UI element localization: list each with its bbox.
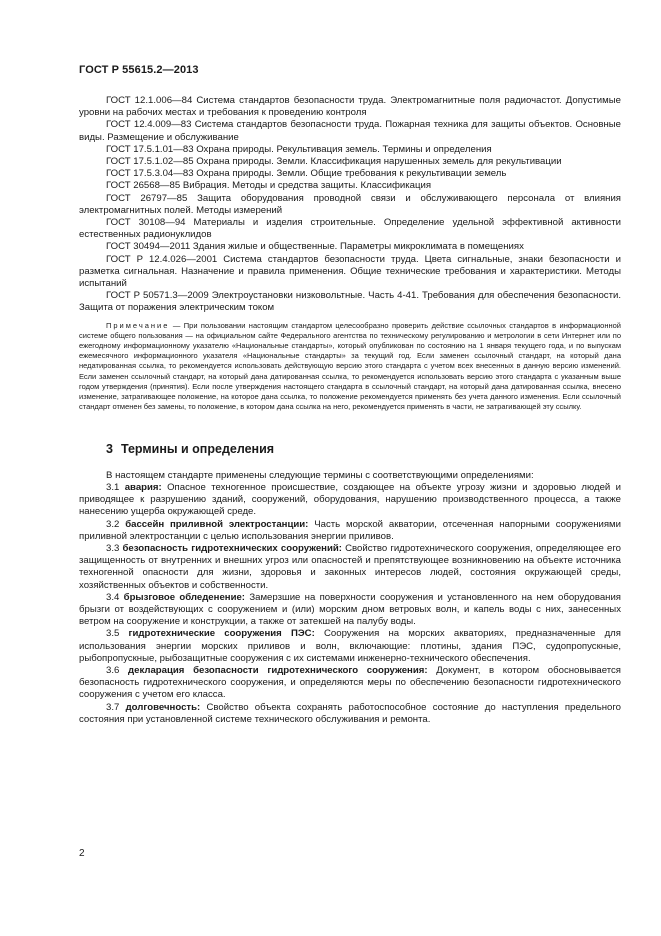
- term-word: декларация безопасности гидротехнического сооружения:: [128, 664, 428, 676]
- reference-item: ГОСТ 12.4.009—83 Система стандартов безопасности труда. Пожарная техника для защиты объектов. Основные виды. Размещение и обслуживание: [79, 119, 621, 143]
- term-text: Свойство гидротехнического сооружения, определяющее его защищенность от внутренних и внешних угроз или опасностей и препятствующее возникновению на объекте источника техногенной опасности для жизни, здоровья и законных интересов людей, состояния окружающей среды, хозяйственных объектов и собственности.: [79, 542, 622, 591]
- term-text: Документ, в котором обосновывается безопасность гидротехнического сооружения, и определяются меры по обеспечению безопасности гидротехнического сооружения с учетом его класса.: [79, 664, 622, 701]
- reference-item: ГОСТ 26568—85 Вибрация. Методы и средства защиты. Классификация: [106, 180, 432, 192]
- note-label: Примечание: [106, 320, 170, 330]
- term-text: Свойство объекта сохранять работоспособное состояние до наступления предельного состояния при установленной системе технического обслуживания и ремонта.: [79, 701, 621, 725]
- term-word: долговечность:: [125, 701, 201, 713]
- term-text: Часть морской акватории, отсеченная напорными сооружениями приливной электростанции с целью использования энергии приливов.: [79, 518, 622, 542]
- term-word: безопасность гидротехнических сооружений:: [122, 542, 342, 554]
- reference-item: ГОСТ 30108—94 Материалы и изделия строительные. Определение удельной эффективной активности естественных радионуклидов: [79, 217, 621, 241]
- note-block: [79, 321, 621, 413]
- document-header: ГОСТ Р 55615.2—2013: [79, 64, 199, 76]
- term-text: Сооружения на морских акваториях, предназначенные для использования энергии морских приливов и волн, включающие: плотины, здания ПЭС, судопропускные, рыбопропускные, рыбозащитные сооружения с их системами инженерно-технического обеспечения.: [79, 628, 621, 664]
- reference-item: ГОСТ Р 50571.3—2009 Электроустановки низковольтные. Часть 4-41. Требования для обеспечения безопасности. Защита от поражения электрическим током: [79, 290, 621, 314]
- term-number: 3.2: [106, 518, 120, 530]
- note-text: — При пользовании настоящим стандартом целесообразно проверить действие ссылочных стандартов в информационной системе общего пользования — на официальном сайте Федерального агентства по техническому регулированию и метрологии в сети Интернет или по ежегодному информационному указателю «Национальные стандарты», который опубликован по состоянию на 1 января текущего года, и по выпускам ежемесячного информационного указателя «Национальные стандарты» за текущий год. Если заменен ссылочный стандарт, на который дана недатированная ссылка, то рекомендуется использовать действующую версию этого стандарта с учетом всех внесенных в данную версию изменений. Если заменен ссылочный стандарт, на который дана датированная ссылка, то рекомендуется использовать версию этого стандарта с указанным выше годом утверждения (принятия). Если после утверждения настоящего стандарта в ссылочный стандарт, на который дана датированная ссылка, внесено изменение, затрагивающее положение, на которое дана ссылка, то положение рекомендуется применять без учета данного изменения. Если ссылочный стандарт отменен без замены, то положение, в котором дана ссылка на него, рекомендуется применять в части, не затрагивающей эту ссылку.: [79, 320, 621, 412]
- term-text: Опасное техногенное происшествие, создающее на объекте угрозу жизни и здоровью людей и приводящее к разрушению зданий, сооружений, оборудования, нарушению производственного процесса, а также нанесению ущерба окружающей среде.: [79, 481, 622, 518]
- term-definition: [79, 519, 621, 543]
- term-definition: [79, 665, 621, 702]
- section-number: 3: [106, 442, 113, 457]
- term-number: 3.1: [106, 481, 120, 493]
- page-number: 2: [79, 848, 85, 859]
- reference-item: ГОСТ Р 12.4.026—2001 Система стандартов безопасности труда. Цвета сигнальные, знаки безопасности и разметка сигнальная. Назначение и правила применения. Общие технические требования и характеристики. Методы испытаний: [79, 253, 621, 290]
- section-title: Термины и определения: [120, 442, 275, 457]
- reference-item: ГОСТ 17.5.1.02—85 Охрана природы. Земли. Классификация нарушенных земель для рекультивации: [106, 156, 562, 168]
- reference-item: ГОСТ 30494—2011 Здания жилые и общественные. Параметры микроклимата в помещениях: [106, 241, 524, 253]
- term-word: бассейн приливной электростанции:: [125, 518, 309, 530]
- terms-list: [79, 470, 621, 726]
- document-body: [79, 95, 621, 726]
- reference-item: ГОСТ 17.5.1.01—83 Охрана природы. Рекультивация земель. Термины и определения: [106, 143, 492, 155]
- section-heading: [106, 443, 621, 455]
- term-text: Замерзшие на поверхности сооружения и установленного на нем оборудования брызги от воздействующих с сооружением и (или) морским дном ветровых волн, и капель воды с них, занесенных ветром на сооружение и конструкции, а также от затекшей на палубу воды.: [79, 591, 622, 628]
- reference-item: ГОСТ 26797—85 Защита оборудования проводной связи и обслуживающего персонала от влияния электромагнитных полей. Методы измерений: [79, 192, 621, 216]
- term-definition: [79, 702, 621, 726]
- term-word: авария:: [124, 481, 162, 493]
- reference-item: ГОСТ 12.1.006—84 Система стандартов безопасности труда. Электромагнитные поля радиочастот. Допустимые уровни на рабочих местах и требования к проведению контроля: [79, 95, 621, 119]
- term-definition: [79, 628, 621, 665]
- section-intro: В настоящем стандарте применены следующие термины с соответствующими определениями:: [106, 469, 534, 481]
- term-definition: [79, 482, 621, 519]
- term-definition: [79, 543, 621, 592]
- term-definition: [79, 592, 621, 629]
- term-word: брызговое обледенение:: [123, 591, 246, 603]
- term-number: 3.4: [106, 591, 120, 603]
- reference-item: ГОСТ 17.5.3.04—83 Охрана природы. Земли. Общие требования к рекультивации земель: [106, 168, 507, 180]
- term-number: 3.5: [106, 628, 120, 640]
- term-word: гидротехнические сооружения ПЭС:: [128, 628, 315, 640]
- term-number: 3.7: [106, 701, 120, 713]
- term-number: 3.3: [106, 542, 120, 554]
- note-paragraph: [79, 321, 621, 413]
- normative-references-list: [79, 95, 621, 315]
- term-number: 3.6: [106, 664, 120, 676]
